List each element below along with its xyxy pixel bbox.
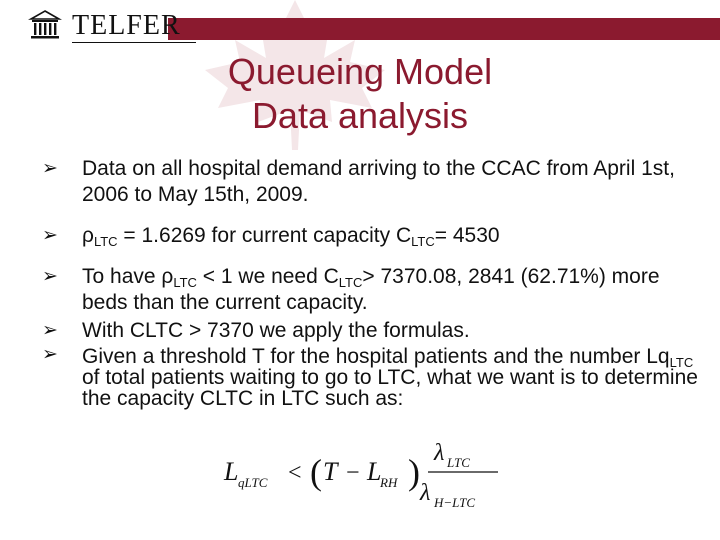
subscript: LTC (669, 355, 694, 370)
bullet-text: To have ρ (82, 265, 174, 288)
formula-minus: − (346, 460, 360, 486)
subscript: LTC (338, 275, 363, 290)
bullet-item (40, 156, 700, 208)
arrow-bullet-icon: ➢ (42, 320, 58, 341)
slide-title (150, 50, 570, 138)
formula-num-sub: LTC (447, 455, 470, 470)
formula-L-sub: RH (380, 475, 398, 490)
building-columns-icon (28, 8, 62, 42)
bullet-item (40, 318, 700, 344)
subscript: LTC (173, 275, 197, 290)
rho-symbol: ρ (82, 224, 94, 247)
header-band (168, 18, 720, 40)
bullet-text: < 1 we need C (196, 265, 339, 288)
bullet-text: Given a threshold T for the hospital patients and the number Lq (82, 345, 670, 368)
bullet-text: With CLTC > 7370 we apply the formulas. (82, 319, 470, 342)
subscript: LTC (411, 234, 435, 249)
logo-text: TELFER (72, 10, 181, 41)
arrow-bullet-icon: ➢ (42, 158, 58, 179)
formula-den-sub: H−LTC (434, 495, 476, 510)
logo-underline (72, 42, 196, 43)
arrow-bullet-icon: ➢ (42, 344, 58, 365)
bullet-text: Data on all hospital demand arriving to the CCAC from April 1st, 2006 to May 15th, 2009. (82, 157, 675, 206)
bullet-text: = 1.6269 for current capacity C (117, 224, 412, 247)
title-line-1: Queueing Model (227, 51, 493, 92)
formula-num-lambda: λ (434, 440, 445, 466)
telfer-logo (28, 8, 181, 44)
formula-lhs: L (224, 457, 239, 486)
formula-den-lambda: λ (420, 480, 431, 506)
bullet-text: = 4530 (434, 224, 500, 247)
bullet-text: of total patients waiting to go to LTC, what we want is to determine the capacity CLTC in LTC such as: (82, 366, 698, 410)
bullet-list (40, 156, 700, 409)
bullet-item (40, 346, 700, 409)
title-line-2: Data analysis (251, 95, 469, 136)
arrow-bullet-icon: ➢ (42, 225, 58, 246)
formula-L: L (367, 457, 382, 486)
formula-lt: < (288, 460, 302, 486)
bullet-text: > 7370.08, 2841 (62.71%) more beds than the current capacity. (82, 265, 660, 314)
arrow-bullet-icon: ➢ (42, 266, 58, 287)
formula-paren-close: ) (408, 452, 420, 492)
bullet-item (40, 264, 700, 316)
capacity-formula (222, 436, 512, 522)
formula-lhs-sub: qLTC (238, 475, 268, 490)
formula-paren-open: ( (310, 452, 322, 492)
subscript: LTC (93, 234, 118, 249)
bullet-item (40, 223, 700, 249)
formula-T: T (323, 457, 338, 486)
